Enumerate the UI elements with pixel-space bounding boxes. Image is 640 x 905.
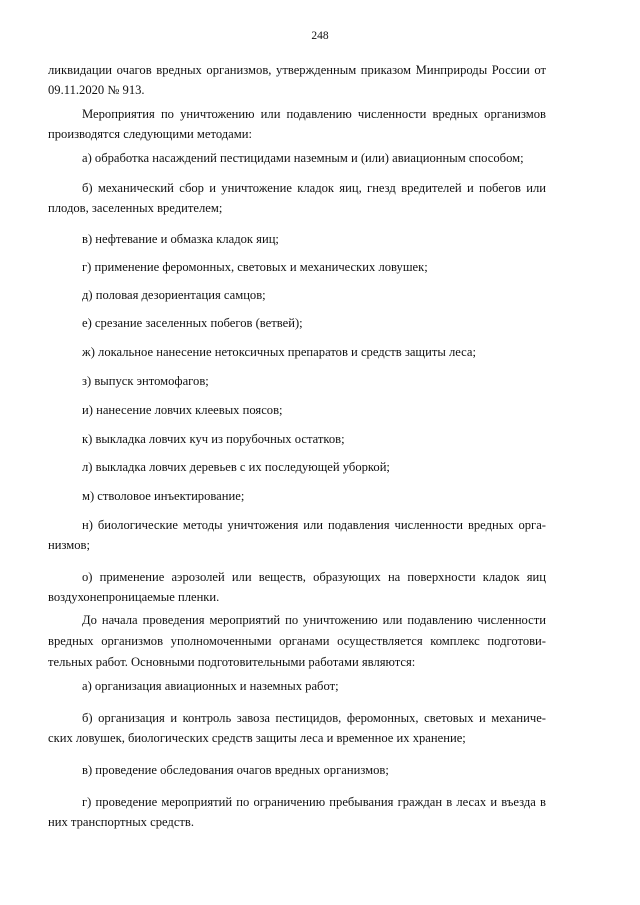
- text-line: тельных работ. Основными подготовительными работами являются:: [48, 655, 416, 669]
- list-item: б) организация и контроль завоза пестицидов, феромонных, световых и механиче-: [82, 711, 546, 725]
- list-item: а) организация авиационных и наземных работ;: [82, 679, 339, 693]
- list-item: м) стволовое инъектирование;: [82, 489, 245, 503]
- list-item-continuation: них транспортных средств.: [48, 815, 195, 829]
- list-item-continuation: ских ловушек, биологических средств защиты леса и временное их хранение;: [48, 731, 466, 745]
- list-item: л) выкладка ловчих деревьев с их последующей уборкой;: [82, 460, 390, 474]
- list-item-continuation: низмов;: [48, 538, 90, 552]
- list-item: к) выкладка ловчих куч из порубочных остатков;: [82, 432, 345, 446]
- page-number: 248: [311, 30, 329, 42]
- list-item: в) нефтевание и обмазка кладок яиц;: [82, 232, 279, 246]
- list-item-continuation: плодов, заселенных вредителем;: [48, 201, 223, 215]
- list-item: н) биологические методы уничтожения или подавления численности вредных орга-: [82, 518, 546, 532]
- list-item: г) применение феромонных, световых и механических ловушек;: [82, 260, 428, 274]
- text-line: Мероприятия по уничтожению или подавлению численности вредных организмов: [82, 107, 546, 121]
- list-item: е) срезание заселенных побегов (ветвей);: [82, 316, 303, 330]
- list-item: а) обработка насаждений пестицидами наземным и (или) авиационным способом;: [82, 151, 524, 165]
- list-item: д) половая дезориентация самцов;: [82, 288, 266, 302]
- list-item: и) нанесение ловчих клеевых поясов;: [82, 403, 283, 417]
- text-line: 09.11.2020 № 913.: [48, 83, 145, 97]
- text-line: ликвидации очагов вредных организмов, утвержденным приказом Минприроды России от: [48, 63, 546, 77]
- text-line: производятся следующими методами:: [48, 127, 252, 141]
- list-item: з) выпуск энтомофагов;: [82, 374, 209, 388]
- list-item: в) проведение обследования очагов вредных организмов;: [82, 763, 389, 777]
- list-item: о) применение аэрозолей или веществ, образующих на поверхности кладок яиц: [82, 570, 546, 584]
- list-item: г) проведение мероприятий по ограничению пребывания граждан в лесах и въезда в: [82, 795, 546, 809]
- text-line: До начала проведения мероприятий по уничтожению или подавлению численности: [82, 613, 546, 627]
- list-item-continuation: воздухонепроницаемые пленки.: [48, 590, 220, 604]
- list-item: ж) локальное нанесение нетоксичных препаратов и средств защиты леса;: [82, 345, 476, 359]
- list-item: б) механический сбор и уничтожение кладок яиц, гнезд вредителей и побегов или: [82, 181, 546, 195]
- text-line: вредных организмов уполномоченными органами осуществляется комплекс подготови-: [48, 634, 546, 648]
